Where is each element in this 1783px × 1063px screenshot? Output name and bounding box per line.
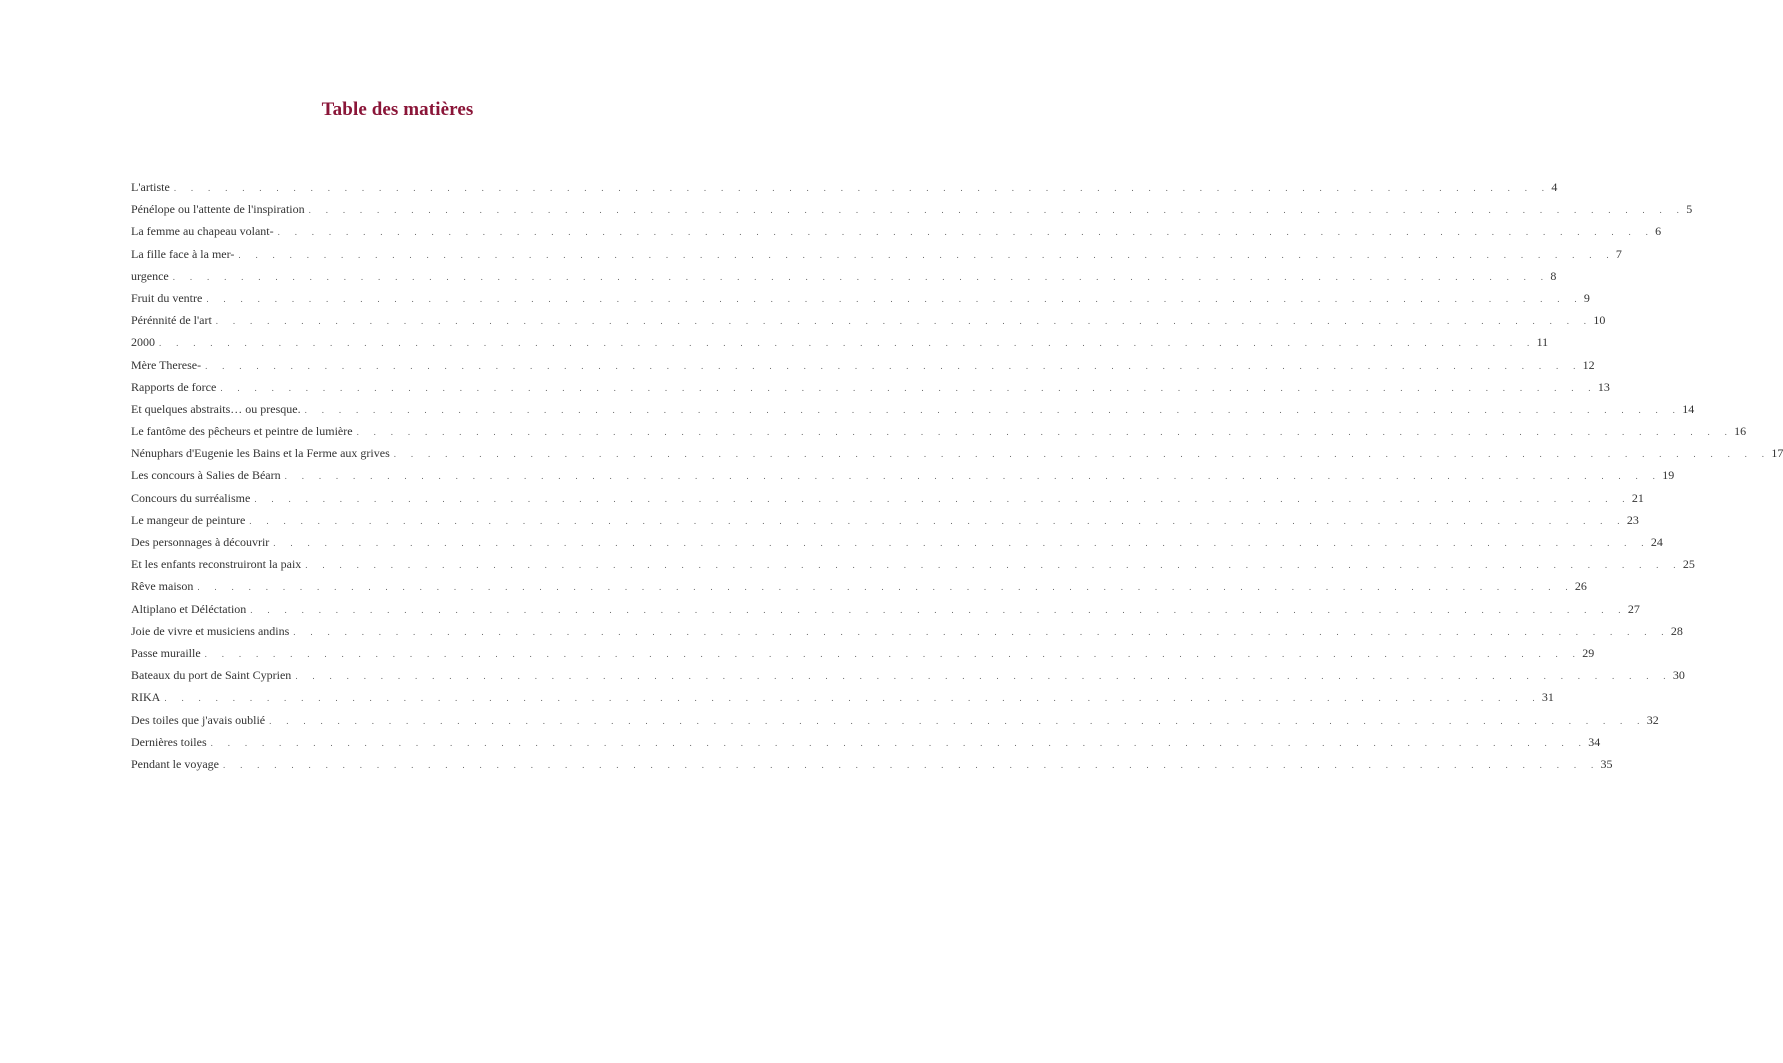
toc-entry-page-number: 26 bbox=[1574, 579, 1587, 594]
toc-entry-page-number: 16 bbox=[1734, 424, 1747, 439]
toc-entry-page-number: 13 bbox=[1597, 379, 1610, 394]
toc-entry-leader: . . . . . . . . . . . . . . . . . . . . . . . . . . . . . . . . . . . . . . . . . . . . . . . . . . . . . . . . . . . . . . . . . . . . . . . . . . . . . . . . . bbox=[204, 648, 1582, 659]
toc-entry-label: Passe muraille bbox=[131, 645, 201, 660]
toc-entry-label: Dernières toiles bbox=[131, 734, 207, 749]
toc-entry-page-number: 10 bbox=[1593, 313, 1606, 328]
toc-entry-page-number: 11 bbox=[1536, 335, 1549, 350]
toc-entry-page-number: 32 bbox=[1646, 712, 1659, 727]
toc-entry-leader: . . . . . . . . . . . . . . . . . . . . . . . . . . . . . . . . . . . . . . . . . . . . . . . . . . . . . . . . . . . . . . . . . . . . . . . . . . . . . . . . . bbox=[305, 560, 1682, 571]
toc-entry-page-number: 28 bbox=[1670, 623, 1683, 638]
toc-entry-leader: . . . . . . . . . . . . . . . . . . . . . . . . . . . . . . . . . . . . . . . . . . . . . . . . . . . . . . . . . . . . . . . . . . . . . . . . . . . . . . . . . bbox=[238, 249, 1615, 260]
toc-entry-page-number: 30 bbox=[1672, 668, 1685, 683]
toc-entry-page-number: 27 bbox=[1627, 601, 1640, 616]
toc-entry-page-number: 14 bbox=[1682, 401, 1695, 416]
toc-entry-page-number: 21 bbox=[1631, 490, 1644, 505]
toc-entry-label: urgence bbox=[131, 268, 169, 283]
toc-entry-label: Pérénnité de l'art bbox=[131, 313, 212, 328]
toc-entry-label: Nénuphars d'Eugenie les Bains et la Ferme aux grives bbox=[131, 446, 390, 461]
toc-entry-leader: . . . . . . . . . . . . . . . . . . . . . . . . . . . . . . . . . . . . . . . . . . . . . . . . . . . . . . . . . . . . . . . . . . . . . . . . . . . . . . . . . bbox=[284, 471, 1662, 482]
toc-entry-leader: . . . . . . . . . . . . . . . . . . . . . . . . . . . . . . . . . . . . . . . . . . . . . . . . . . . . . . . . . . . . . . . . . . . . . . . . . . . . . . . . . bbox=[197, 582, 1574, 593]
toc-entry[interactable] bbox=[131, 664, 1685, 686]
toc-entry-page-number: 34 bbox=[1588, 734, 1601, 749]
toc-entry-label: Altiplano et Déléctation bbox=[131, 601, 247, 616]
toc-entry-label: Des personnages à découvrir bbox=[131, 535, 270, 549]
toc-entry-leader: . . . . . . . . . . . . . . . . . . . . . . . . . . . . . . . . . . . . . . . . . . . . . . . . . . . . . . . . . . . . . . . . . . . . . . . . . . . . . . . . . bbox=[277, 227, 1655, 238]
toc-entry-label: Des toiles que j'avais oublié bbox=[131, 712, 266, 727]
toc-entry-label: Bateaux du port de Saint Cyprien bbox=[131, 668, 292, 683]
table-of-contents bbox=[131, 176, 1783, 775]
toc-entry[interactable] bbox=[131, 487, 1644, 509]
toc-entry-leader: . . . . . . . . . . . . . . . . . . . . . . . . . . . . . . . . . . . . . . . . . . . . . . . . . . . . . . . . . . . . . . . . . . . . . . . . . . . . . . . . . bbox=[159, 338, 1536, 349]
toc-entry-page-number: 9 bbox=[1583, 290, 1590, 305]
toc-entry[interactable] bbox=[131, 265, 1557, 287]
toc-entry-label: Et les enfants reconstruiront la paix bbox=[131, 557, 302, 572]
toc-entry-leader: . . . . . . . . . . . . . . . . . . . . . . . . . . . . . . . . . . . . . . . . . . . . . . . . . . . . . . . . . . . . . . . . . . . . . . . . . . . . . . . . . bbox=[220, 382, 1597, 393]
toc-entry-label: Rapports de force bbox=[131, 379, 217, 394]
toc-entry[interactable] bbox=[131, 686, 1554, 708]
toc-entry-label: Joie de vivre et musiciens andins bbox=[131, 623, 290, 638]
toc-entry-leader: . . . . . . . . . . . . . . . . . . . . . . . . . . . . . . . . . . . . . . . . . . . . . . . . . . . . . . . . . . . . . . . . . . . . . . . . . . . . . . . . . bbox=[356, 427, 1734, 438]
toc-entry-leader: . . . . . . . . . . . . . . . . . . . . . . . . . . . . . . . . . . . . . . . . . . . . . . . . . . . . . . . . . . . . . . . . . . . . . . . . . . . . . . . . . bbox=[205, 360, 1582, 371]
toc-entry[interactable] bbox=[131, 531, 1663, 553]
toc-entry[interactable] bbox=[131, 331, 1549, 353]
toc-entry[interactable] bbox=[131, 464, 1675, 486]
toc-entry[interactable] bbox=[131, 398, 1695, 420]
toc-entry[interactable] bbox=[131, 709, 1659, 731]
toc-entry-page-number: 7 bbox=[1615, 246, 1622, 261]
toc-entry-label: L'artiste bbox=[131, 180, 170, 194]
toc-entry-page-number: 19 bbox=[1662, 468, 1675, 483]
toc-entry[interactable] bbox=[131, 642, 1595, 664]
toc-entry-page-number: 31 bbox=[1541, 690, 1554, 705]
toc-entry-label: Mère Therese- bbox=[131, 357, 202, 372]
toc-entry-leader: . . . . . . . . . . . . . . . . . . . . . . . . . . . . . . . . . . . . . . . . . . . . . . . . . . . . . . . . . . . . . . . . . . . . . . . . . . . . . . . . . bbox=[164, 693, 1541, 704]
toc-entry-page-number: 17 bbox=[1771, 446, 1783, 461]
toc-entry-label: Concours du surréalisme bbox=[131, 490, 251, 505]
toc-entry[interactable] bbox=[131, 731, 1601, 753]
toc-entry[interactable] bbox=[131, 509, 1639, 531]
toc-entry-leader: . . . . . . . . . . . . . . . . . . . . . . . . . . . . . . . . . . . . . . . . . . . . . . . . . . . . . . . . . . . . . . . . . . . . . . . . . . . . . . . . . bbox=[215, 316, 1593, 327]
toc-entry-label: Pénélope ou l'attente de l'inspiration bbox=[131, 202, 305, 217]
toc-entry-leader: . . . . . . . . . . . . . . . . . . . . . . . . . . . . . . . . . . . . . . . . . . . . . . . . . . . . . . . . . . . . . . . . . . . . . . . . . . . . . . . . . bbox=[254, 493, 1631, 504]
toc-entry-leader: . . . . . . . . . . . . . . . . . . . . . . . . . . . . . . . . . . . . . . . . . . . . . . . . . . . . . . . . . . . . . . . . . . . . . . . . . . . . . . . . . bbox=[269, 715, 1646, 726]
toc-entry-page-number: 24 bbox=[1650, 535, 1663, 549]
toc-entry[interactable] bbox=[131, 420, 1747, 442]
toc-entry-leader: . . . . . . . . . . . . . . . . . . . . . . . . . . . . . . . . . . . . . . . . . . . . . . . . . . . . . . . . . . . . . . . . . . . . . . . . . . . . . . . . . bbox=[273, 538, 1650, 548]
toc-entry-label: Le fantôme des pêcheurs et peintre de lumière bbox=[131, 424, 353, 439]
toc-entry[interactable] bbox=[131, 376, 1610, 398]
toc-entry-page-number: 12 bbox=[1582, 357, 1595, 372]
toc-entry-leader: . . . . . . . . . . . . . . . . . . . . . . . . . . . . . . . . . . . . . . . . . . . . . . . . . . . . . . . . . . . . . . . . . . . . . . . . . . . . . . . . . bbox=[210, 737, 1588, 748]
toc-entry-label: Pendant le voyage bbox=[131, 756, 219, 771]
toc-entry-page-number: 8 bbox=[1550, 268, 1557, 283]
toc-entry-label: Fruit du ventre bbox=[131, 290, 203, 305]
toc-entry[interactable] bbox=[131, 354, 1595, 376]
toc-entry[interactable] bbox=[131, 198, 1693, 220]
toc-entry[interactable] bbox=[131, 309, 1606, 331]
toc-entry-leader: . . . . . . . . . . . . . . . . . . . . . . . . . . . . . . . . . . . . . . . . . . . . . . . . . . . . . . . . . . . . . . . . . . . . . . . . . . . . . . . . . bbox=[308, 205, 1686, 216]
toc-entry-label: 2000 bbox=[131, 335, 155, 350]
toc-entry[interactable] bbox=[131, 287, 1590, 309]
toc-entry-leader: . . . . . . . . . . . . . . . . . . . . . . . . . . . . . . . . . . . . . . . . . . . . . . . . . . . . . . . . . . . . . . . . . . . . . . . . . . . . . . . . . bbox=[249, 515, 1626, 526]
toc-entry-leader: . . . . . . . . . . . . . . . . . . . . . . . . . . . . . . . . . . . . . . . . . . . . . . . . . . . . . . . . . . . . . . . . . . . . . . . . . . . . . . . . . bbox=[293, 626, 1670, 637]
toc-entry-leader: . . . . . . . . . . . . . . . . . . . . . . . . . . . . . . . . . . . . . . . . . . . . . . . . . . . . . . . . . . . . . . . . . . . . . . . . . . . . . . . . . bbox=[173, 183, 1551, 193]
toc-entry[interactable] bbox=[131, 553, 1695, 575]
toc-entry[interactable] bbox=[131, 442, 1783, 464]
toc-entry-page-number: 23 bbox=[1626, 512, 1639, 527]
toc-entry-page-number: 29 bbox=[1582, 645, 1595, 660]
toc-entry-label: RIKA bbox=[131, 690, 161, 705]
toc-entry[interactable] bbox=[131, 620, 1683, 642]
toc-entry-leader: . . . . . . . . . . . . . . . . . . . . . . . . . . . . . . . . . . . . . . . . . . . . . . . . . . . . . . . . . . . . . . . . . . . . . . . . . . . . . . . . . bbox=[172, 271, 1550, 282]
toc-entry[interactable] bbox=[131, 598, 1640, 620]
toc-entry-label: Et quelques abstraits… ou presque. bbox=[131, 401, 301, 416]
page-title: Table des matières bbox=[321, 99, 474, 120]
toc-entry-leader: . . . . . . . . . . . . . . . . . . . . . . . . . . . . . . . . . . . . . . . . . . . . . . . . . . . . . . . . . . . . . . . . . . . . . . . . . . . . . . . . . bbox=[206, 293, 1583, 304]
toc-entry-label: Rêve maison bbox=[131, 579, 194, 594]
toc-entry-page-number: 35 bbox=[1600, 756, 1613, 771]
toc-entry-leader: . . . . . . . . . . . . . . . . . . . . . . . . . . . . . . . . . . . . . . . . . . . . . . . . . . . . . . . . . . . . . . . . . . . . . . . . . . . . . . . . . bbox=[250, 604, 1627, 615]
toc-entry-label: La fille face à la mer- bbox=[131, 246, 235, 261]
toc-entry-leader: . . . . . . . . . . . . . . . . . . . . . . . . . . . . . . . . . . . . . . . . . . . . . . . . . . . . . . . . . . . . . . . . . . . . . . . . . . . . . . . . . bbox=[295, 671, 1672, 682]
toc-entry-page-number: 5 bbox=[1686, 202, 1693, 217]
toc-entry-page-number: 25 bbox=[1682, 557, 1695, 572]
toc-entry-page-number: 6 bbox=[1655, 224, 1662, 239]
toc-entry-label: Le mangeur de peinture bbox=[131, 512, 246, 527]
toc-entry-leader: . . . . . . . . . . . . . . . . . . . . . . . . . . . . . . . . . . . . . . . . . . . . . . . . . . . . . . . . . . . . . . . . . . . . . . . . . . . . . . . . . bbox=[393, 449, 1771, 460]
toc-entry[interactable] bbox=[131, 753, 1613, 775]
toc-entry[interactable] bbox=[131, 575, 1587, 597]
toc-entry-label: Les concours à Salies de Béarn bbox=[131, 468, 281, 483]
toc-entry-page-number: 4 bbox=[1551, 180, 1558, 194]
toc-entry-label: La femme au chapeau volant- bbox=[131, 224, 274, 239]
toc-entry[interactable] bbox=[131, 220, 1662, 242]
toc-entry-leader: . . . . . . . . . . . . . . . . . . . . . . . . . . . . . . . . . . . . . . . . . . . . . . . . . . . . . . . . . . . . . . . . . . . . . . . . . . . . . . . . . bbox=[304, 404, 1682, 415]
toc-entry[interactable] bbox=[131, 243, 1622, 265]
toc-entry[interactable] bbox=[131, 176, 1558, 198]
toc-entry-leader: . . . . . . . . . . . . . . . . . . . . . . . . . . . . . . . . . . . . . . . . . . . . . . . . . . . . . . . . . . . . . . . . . . . . . . . . . . . . . . . . . bbox=[222, 759, 1600, 770]
